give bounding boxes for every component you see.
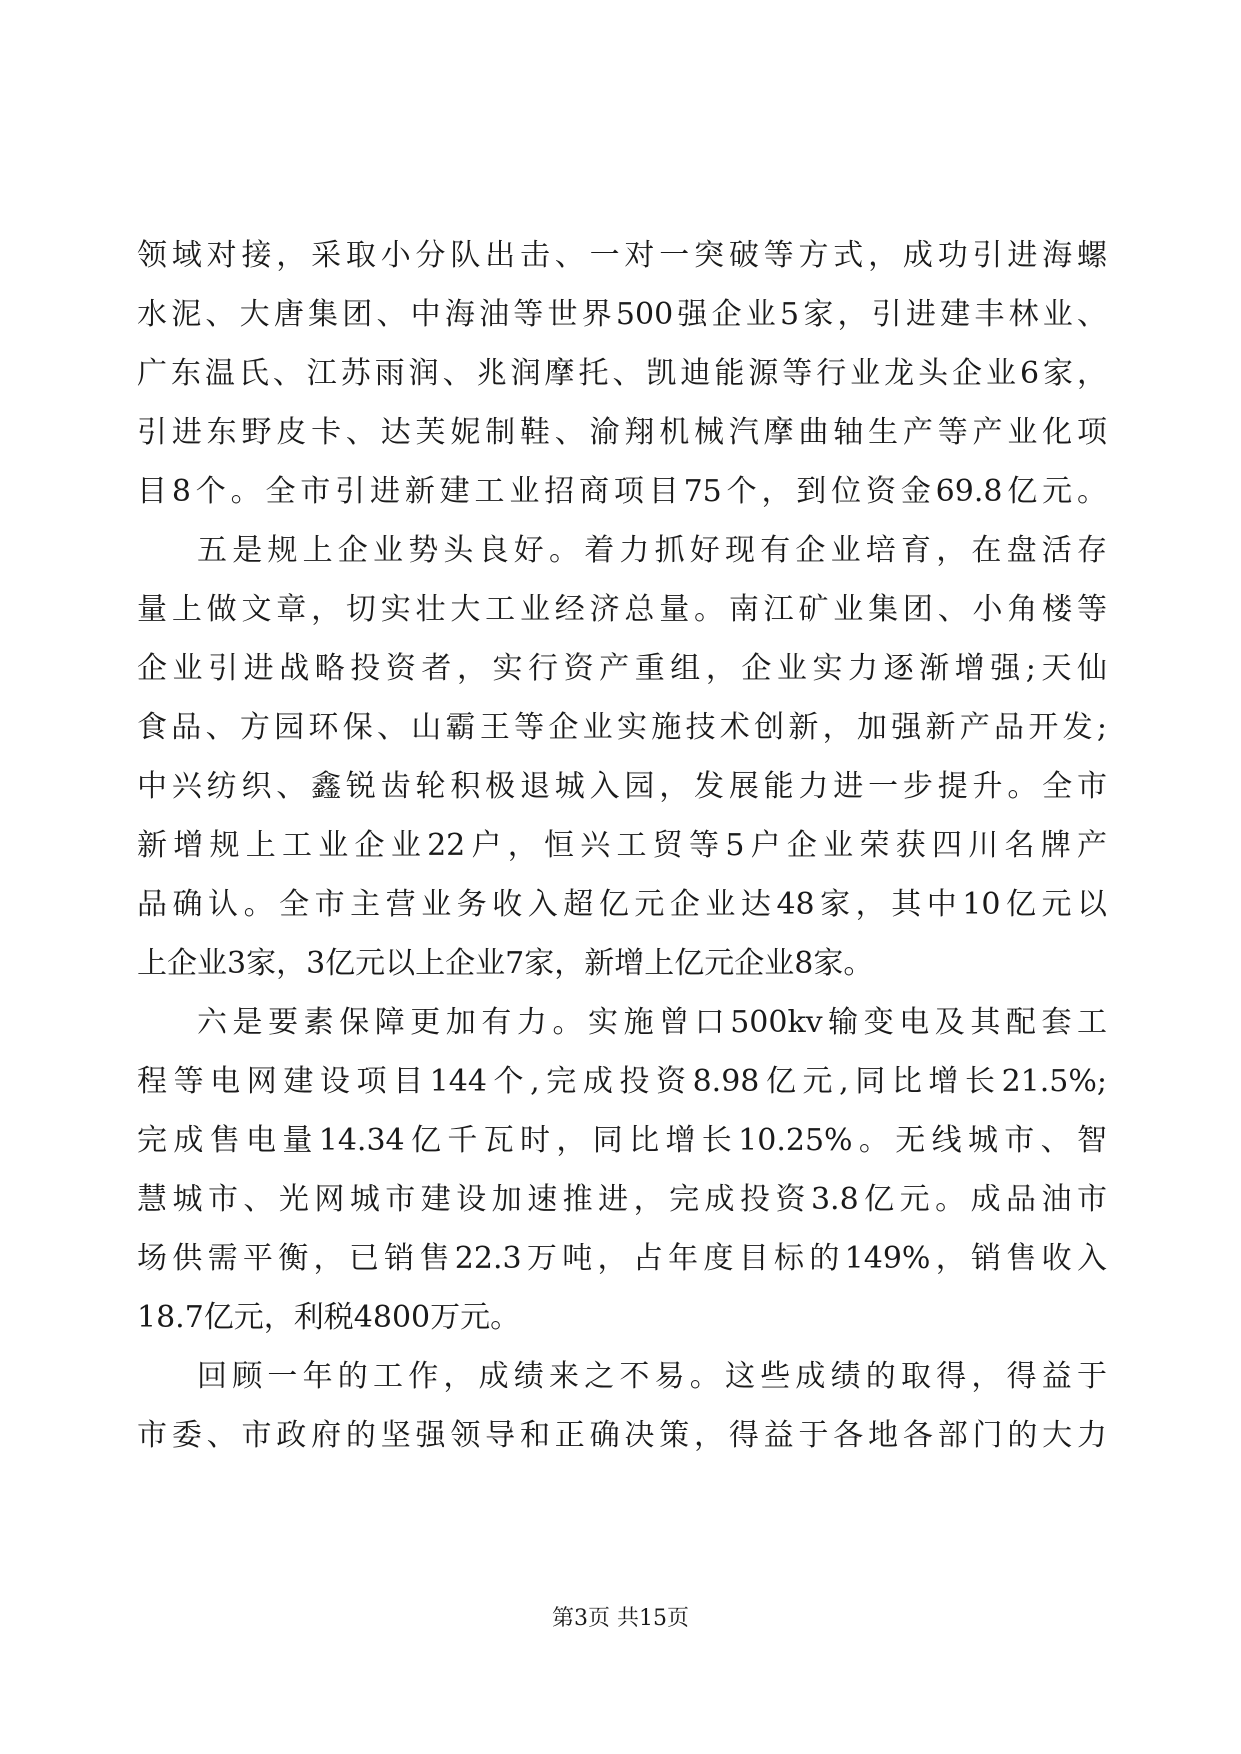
text-line: 领域对接，采取小分队出击、一对一突破等方式，成功引进海螺 — [137, 238, 1107, 273]
text-line: 食品、方园环保、山霸王等企业实施技术创新，加强新产品开发; — [137, 710, 1107, 745]
paragraph-start-line: 五是规上企业势头良好。着力抓好现有企业培育，在盘活存 — [197, 533, 1107, 568]
text-line: 市委、市政府的坚强领导和正确决策，得益于各地各部门的大力 — [137, 1418, 1107, 1453]
paragraph-start-line: 回顾一年的工作，成绩来之不易。这些成绩的取得，得益于 — [197, 1359, 1107, 1394]
text-line: 完成售电量14.34亿千瓦时，同比增长10.25%。无线城市、智 — [137, 1123, 1107, 1158]
text-line: 中兴纺织、鑫锐齿轮积极退城入园，发展能力进一步提升。全市 — [137, 769, 1107, 804]
text-line: 企业引进战略投资者，实行资产重组，企业实力逐渐增强;天仙 — [137, 651, 1107, 686]
text-line: 品确认。全市主营业务收入超亿元企业达48家，其中10亿元以 — [137, 887, 1107, 922]
body-text — [137, 226, 1107, 1465]
paragraph-end-line: 18.7亿元，利税4800万元。 — [137, 1300, 521, 1335]
text-line: 慧城市、光网城市建设加速推进，完成投资3.8亿元。成品油市 — [137, 1182, 1107, 1217]
text-line: 目8个。全市引进新建工业招商项目75个，到位资金69.8亿元。 — [137, 474, 1107, 509]
text-line: 引进东野皮卡、达芙妮制鞋、渝翔机械汽摩曲轴生产等产业化项 — [137, 415, 1107, 450]
text-line: 水泥、大唐集团、中海油等世界500强企业5家，引进建丰林业、 — [137, 297, 1107, 332]
text-line: 程等电网建设项目144个,完成投资8.98亿元,同比增长21.5%; — [137, 1064, 1107, 1099]
text-line: 新增规上工业企业22户，恒兴工贸等5户企业荣获四川名牌产 — [137, 828, 1107, 863]
paragraph-end-line: 上企业3家，3亿元以上企业7家，新增上亿元企业8家。 — [137, 946, 874, 981]
text-line: 广东温氏、江苏雨润、兆润摩托、凯迪能源等行业龙头企业6家， — [137, 356, 1107, 391]
page-number-footer: 第3页 共15页 — [552, 1606, 689, 1631]
text-line: 场供需平衡，已销售22.3万吨，占年度目标的149%，销售收入 — [137, 1241, 1107, 1276]
text-line: 量上做文章，切实壮大工业经济总量。南江矿业集团、小角楼等 — [137, 592, 1107, 627]
paragraph-start-line: 六是要素保障更加有力。实施曾口500kv输变电及其配套工 — [197, 1005, 1107, 1040]
